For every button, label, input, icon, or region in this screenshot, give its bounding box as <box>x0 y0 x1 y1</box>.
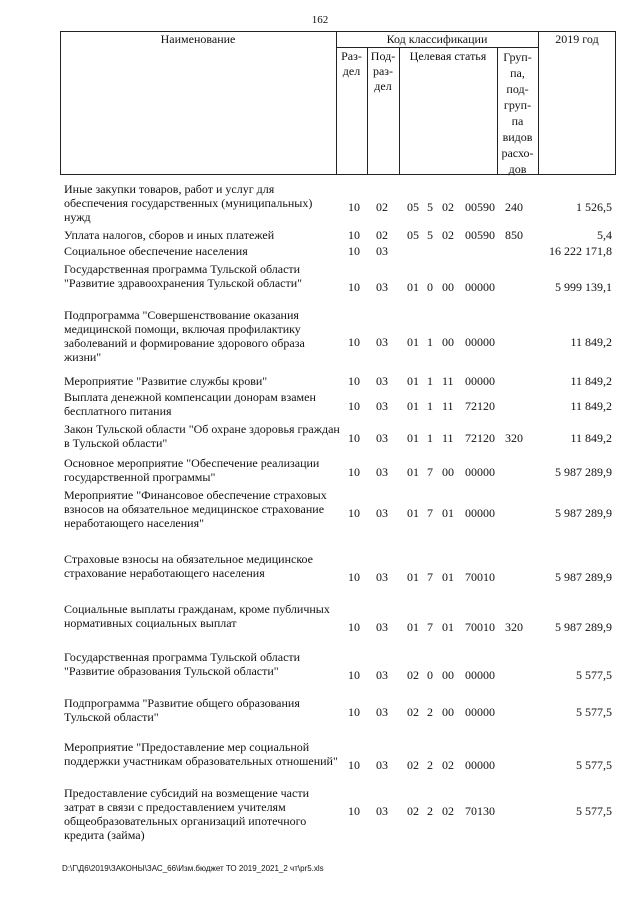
header-divider <box>336 47 538 48</box>
row-sum: 5 577,5 <box>576 705 612 719</box>
row-cs3: 00 <box>442 465 454 479</box>
row-cs3: 01 <box>442 506 454 520</box>
header-divider <box>538 31 539 175</box>
row-razdel: 10 <box>348 200 360 214</box>
row-cs3: 11 <box>442 431 454 445</box>
row-vid: 320 <box>505 431 523 445</box>
row-razdel: 10 <box>348 620 360 634</box>
row-razdel: 10 <box>348 431 360 445</box>
header-classification: Код классификации <box>386 32 488 46</box>
row-podrazdel: 02 <box>376 228 388 242</box>
header-year: 2019 год <box>555 32 599 46</box>
row-name: Социальное обеспечение населения <box>64 244 248 258</box>
row-cs4: 72120 <box>465 431 495 445</box>
row-razdel: 10 <box>348 758 360 772</box>
row-name: Социальные выплаты гражданам, кроме публичных нормативных социальных выплат <box>64 602 330 630</box>
row-cs1: 01 <box>407 335 419 349</box>
row-cs3: 01 <box>442 620 454 634</box>
row-cs1: 01 <box>407 620 419 634</box>
row-cs4: 00590 <box>465 228 495 242</box>
row-sum: 5 987 289,9 <box>555 465 612 479</box>
row-podrazdel: 03 <box>376 431 388 445</box>
row-cs2: 1 <box>427 374 433 388</box>
row-razdel: 10 <box>348 374 360 388</box>
row-name: Мероприятие "Финансовое обеспечение страховых взносов на обязательное медицинское страхование неработающего населения" <box>64 488 327 530</box>
row-name: Уплата налогов, сборов и иных платежей <box>64 228 275 242</box>
row-razdel: 10 <box>348 228 360 242</box>
row-cs1: 02 <box>407 804 419 818</box>
header-name: Наименование <box>160 32 236 46</box>
row-razdel: 10 <box>348 465 360 479</box>
row-name: Предоставление субсидий на возмещение части затрат в связи с предоставлением учителям общеобразовательных организаций ипотечного кредита (займа) <box>64 786 309 842</box>
row-cs1: 05 <box>407 200 419 214</box>
row-cs1: 01 <box>407 465 419 479</box>
row-cs3: 00 <box>442 705 454 719</box>
row-name: Подпрограмма "Совершенствование оказания медицинской помощи, включая профилактику заболеваний и формирование здорового образа жизни" <box>64 308 305 364</box>
row-sum: 11 849,2 <box>570 399 612 413</box>
row-name: Выплата денежной компенсации донорам взамен бесплатного питания <box>64 390 316 418</box>
row-cs3: 00 <box>442 335 454 349</box>
row-podrazdel: 03 <box>376 668 388 682</box>
row-podrazdel: 03 <box>376 374 388 388</box>
row-cs3: 02 <box>442 804 454 818</box>
row-cs4: 70010 <box>465 570 495 584</box>
header-divider <box>399 47 400 175</box>
row-razdel: 10 <box>348 335 360 349</box>
header-group: Груп- па, под- груп- па видов расхо- дов <box>501 50 534 176</box>
row-cs3: 00 <box>442 668 454 682</box>
row-podrazdel: 02 <box>376 200 388 214</box>
row-cs1: 05 <box>407 228 419 242</box>
row-sum: 5 987 289,9 <box>555 506 612 520</box>
row-cs3: 02 <box>442 228 454 242</box>
row-cs4: 00000 <box>465 705 495 719</box>
row-cs3: 11 <box>442 399 454 413</box>
row-name: Подпрограмма "Развитие общего образования Тульской области" <box>64 696 300 724</box>
row-sum: 5 577,5 <box>576 668 612 682</box>
row-cs1: 01 <box>407 374 419 388</box>
row-cs3: 02 <box>442 758 454 772</box>
row-sum: 11 849,2 <box>570 374 612 388</box>
row-cs4: 00590 <box>465 200 495 214</box>
row-podrazdel: 03 <box>376 804 388 818</box>
row-cs2: 0 <box>427 668 433 682</box>
header-podrazdel: Под- раз- дел <box>370 49 396 93</box>
row-name: Государственная программа Тульской области "Развитие здравоохранения Тульской области" <box>64 262 303 290</box>
row-cs1: 02 <box>407 668 419 682</box>
row-name: Основное мероприятие "Обеспечение реализации государственной программы" <box>64 456 320 484</box>
row-sum: 5 987 289,9 <box>555 620 612 634</box>
row-sum: 5,4 <box>597 228 612 242</box>
row-cs1: 01 <box>407 399 419 413</box>
row-cs4: 00000 <box>465 374 495 388</box>
row-sum: 1 526,5 <box>576 200 612 214</box>
row-cs2: 1 <box>427 431 433 445</box>
row-name: Государственная программа Тульской области "Развитие образования Тульской области" <box>64 650 301 678</box>
row-cs1: 01 <box>407 506 419 520</box>
row-podrazdel: 03 <box>376 506 388 520</box>
row-podrazdel: 03 <box>376 620 388 634</box>
row-podrazdel: 03 <box>376 335 388 349</box>
row-cs2: 7 <box>427 465 433 479</box>
row-razdel: 10 <box>348 280 360 294</box>
row-name: Мероприятие "Предоставление мер социальной поддержки участникам образовательных отношений" <box>64 740 338 768</box>
row-cs2: 5 <box>427 200 433 214</box>
row-cs4: 70010 <box>465 620 495 634</box>
row-sum: 11 849,2 <box>570 335 612 349</box>
row-vid: 850 <box>505 228 523 242</box>
file-path-footer: D:\Г\Д6\2019\ЗАКОНЫ\ЗАС_66\Изм.бюджет ТО 2019_2021_2 чт\pr5.xls <box>62 864 324 873</box>
row-cs1: 01 <box>407 431 419 445</box>
row-cs4: 72120 <box>465 399 495 413</box>
row-sum: 16 222 171,8 <box>549 244 612 258</box>
row-cs2: 2 <box>427 804 433 818</box>
row-cs2: 7 <box>427 620 433 634</box>
row-vid: 320 <box>505 620 523 634</box>
row-cs1: 01 <box>407 570 419 584</box>
header-razdel: Раз- дел <box>341 49 362 78</box>
row-cs1: 02 <box>407 758 419 772</box>
row-podrazdel: 03 <box>376 758 388 772</box>
table-header <box>60 31 616 175</box>
page-number: 162 <box>311 14 329 26</box>
row-sum: 11 849,2 <box>570 431 612 445</box>
row-sum: 5 577,5 <box>576 758 612 772</box>
row-cs2: 1 <box>427 399 433 413</box>
row-cs1: 01 <box>407 280 419 294</box>
row-podrazdel: 03 <box>376 244 388 258</box>
row-name: Иные закупки товаров, работ и услуг для обеспечения государственных (муниципальных) нужд <box>64 182 313 224</box>
row-cs2: 2 <box>427 758 433 772</box>
row-cs4: 00000 <box>465 758 495 772</box>
row-cs2: 2 <box>427 705 433 719</box>
row-sum: 5 999 139,1 <box>555 280 612 294</box>
row-cs4: 00000 <box>465 280 495 294</box>
row-cs2: 0 <box>427 280 433 294</box>
row-podrazdel: 03 <box>376 705 388 719</box>
row-name: Мероприятие "Развитие службы крови" <box>64 374 268 388</box>
row-cs4: 00000 <box>465 335 495 349</box>
row-cs4: 70130 <box>465 804 495 818</box>
header-target: Целевая статья <box>409 49 487 63</box>
row-podrazdel: 03 <box>376 399 388 413</box>
row-cs1: 02 <box>407 705 419 719</box>
row-cs4: 00000 <box>465 506 495 520</box>
row-cs3: 11 <box>442 374 454 388</box>
row-podrazdel: 03 <box>376 570 388 584</box>
row-razdel: 10 <box>348 668 360 682</box>
row-podrazdel: 03 <box>376 280 388 294</box>
row-cs2: 5 <box>427 228 433 242</box>
row-cs4: 00000 <box>465 668 495 682</box>
row-cs3: 00 <box>442 280 454 294</box>
row-razdel: 10 <box>348 399 360 413</box>
row-razdel: 10 <box>348 506 360 520</box>
row-name: Страховые взносы на обязательное медицинское страхование неработающего населения <box>64 552 314 580</box>
row-sum: 5 987 289,9 <box>555 570 612 584</box>
row-cs2: 7 <box>427 506 433 520</box>
row-cs3: 01 <box>442 570 454 584</box>
row-sum: 5 577,5 <box>576 804 612 818</box>
row-name: Закон Тульской области "Об охране здоровья граждан в Тульской области" <box>64 422 340 450</box>
row-cs4: 00000 <box>465 465 495 479</box>
row-cs2: 1 <box>427 335 433 349</box>
row-podrazdel: 03 <box>376 465 388 479</box>
row-razdel: 10 <box>348 570 360 584</box>
row-razdel: 10 <box>348 244 360 258</box>
row-razdel: 10 <box>348 705 360 719</box>
row-cs2: 7 <box>427 570 433 584</box>
row-razdel: 10 <box>348 804 360 818</box>
row-cs3: 02 <box>442 200 454 214</box>
row-vid: 240 <box>505 200 523 214</box>
